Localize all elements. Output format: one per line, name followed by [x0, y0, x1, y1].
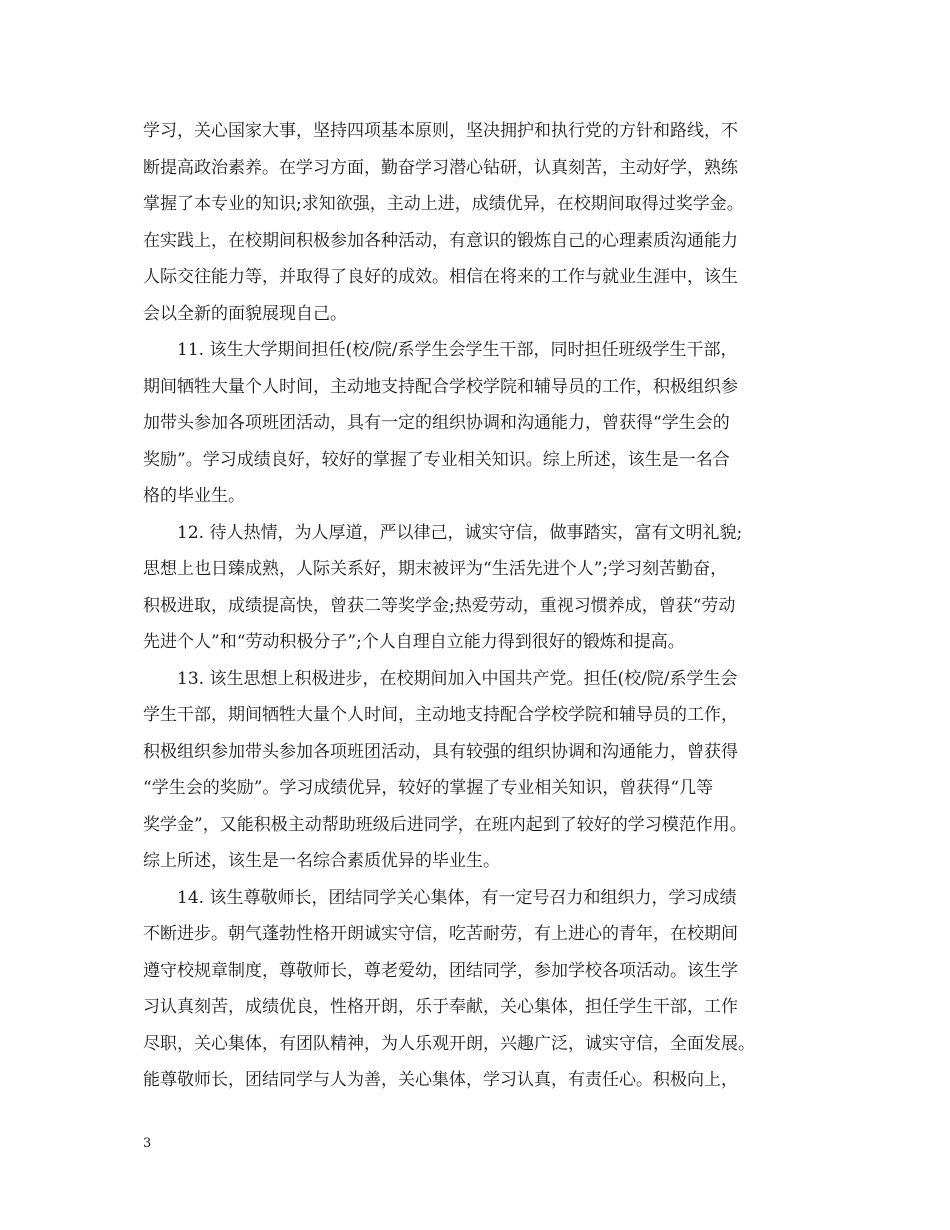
document-body	[143, 113, 823, 1099]
paragraph-line: 奖励”。学习成绩良好，较好的掌握了专业相关知识。综上所述，该生是一名合	[143, 449, 730, 470]
paragraph-line: 不断进步。朝气蓬勃性格开朗诚实守信，吃苦耐劳，有上进心的青年，在校期间	[143, 924, 738, 944]
paragraph-line: 掌握了本专业的知识;求知欲强，主动上进，成绩优异，在校期间取得过奖学金。	[143, 194, 744, 214]
paragraph-line: 积极进取，成绩提高快，曾获二等奖学金;热爱劳动，重视习惯养成，曾获“劳动	[143, 595, 736, 616]
paragraph-line: 期间牺牲大量个人时间，主动地支持配合学校学院和辅导员的工作，积极组织参	[143, 376, 738, 397]
paragraph-first-line: 13. 该生思想上积极进步，在校期间加入中国共产党。担任(校/院/系学生会	[177, 668, 738, 689]
paragraph-line: 综上所述，该生是一名综合素质优异的毕业生。	[143, 851, 500, 871]
paragraph-line: 学习，关心国家大事，坚持四项基本原则，坚决拥护和执行党的方针和路线，不	[143, 121, 738, 141]
paragraph-line: 习认真刻苦，成绩优良，性格开朗，乐于奉献，关心集体，担任学生干部，工作	[143, 997, 738, 1017]
paragraph-line: 先进个人”和“劳动积极分子”;个人自理自立能力得到很好的锻炼和提高。	[143, 632, 685, 652]
paragraph-line: 加带头参加各项班团活动，具有一定的组织协调和沟通能力，曾获得“学生会的	[143, 413, 730, 433]
paragraph-line: 思想上也日臻成熟，人际关系好，期末被评为“生活先进个人”;学习刻苦勤奋，	[143, 559, 728, 579]
paragraph-first-line: 14. 该生尊敬师长，团结同学关心集体，有一定号召力和组织力，学习成绩	[177, 887, 737, 908]
paragraph-line: 奖学金”，又能积极主动帮助班级后进同学，在班内起到了较好的学习模范作用。	[143, 814, 747, 835]
paragraph-line: 积极组织参加带头参加各项班团活动，具有较强的组织协调和沟通能力，曾获得	[143, 741, 738, 762]
paragraph-line: “学生会的奖励”。学习成绩优异，较好的掌握了专业相关知识，曾获得“几等	[143, 778, 714, 798]
paragraph-line: 能尊敬师长，团结同学与人为善，关心集体，学习认真，有责任心。积极向上，	[143, 1070, 738, 1090]
paragraph-line: 遵守校规章制度，尊敬师长，尊老爱幼，团结同学，参加学校各项活动。该生学	[143, 960, 738, 981]
page-number: 3	[143, 1136, 152, 1151]
paragraph-first-line: 12. 待人热情，为人厚道，严以律己，诚实守信，做事踏实，富有文明礼貌;	[177, 522, 743, 543]
paragraph-line: 学生干部，期间牺牲大量个人时间，主动地支持配合学校学院和辅导员的工作，	[143, 705, 738, 725]
paragraph-line: 在实践上，在校期间积极参加各种活动，有意识的锻炼自己的心理素质沟通能力	[143, 230, 738, 251]
paragraph-line: 会以全新的面貌展现自己。	[143, 303, 347, 324]
paragraph-line: 尽职，关心集体，有团队精神，为人乐观开朗，兴趣广泛，诚实守信，全面发展。	[143, 1033, 755, 1054]
paragraph-first-line: 11. 该生大学期间担任(校/院/系学生会学生干部，同时担任班级学生干部，	[177, 340, 738, 360]
paragraph-line: 人际交往能力等，并取得了良好的成效。相信在将来的工作与就业生涯中，该生	[143, 267, 738, 287]
paragraph-line: 格的毕业生。	[143, 486, 245, 506]
paragraph-line: 断提高政治素养。在学习方面，勤奋学习潜心钻研，认真刻苦，主动好学，熟练	[143, 157, 738, 178]
